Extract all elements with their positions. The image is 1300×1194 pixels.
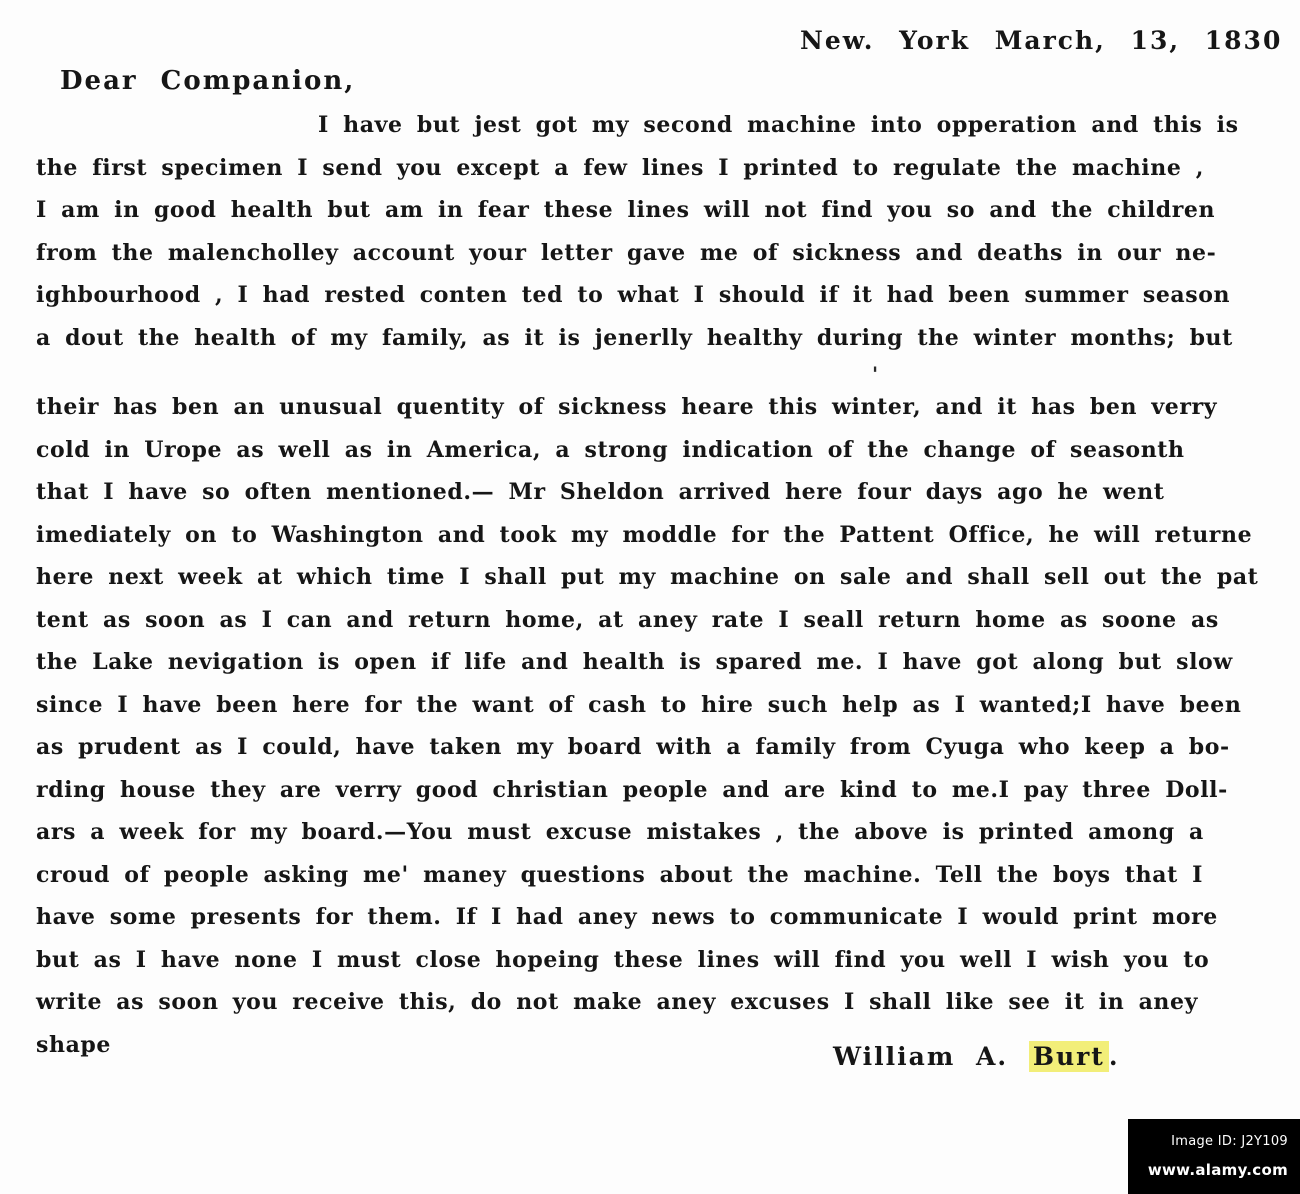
letter-line: that I have so often mentioned.— Mr Sheldon arrived here four days ago he went [36,479,1165,505]
letter-line: I am in good health but am in fear these lines will not find you so and the children [36,197,1216,223]
letter-paragraph-1 [36,112,1266,367]
signature-period: . [1108,1042,1120,1071]
letter-line: croud of people asking me' maney questions about the machine. Tell the boys that I [36,861,1204,888]
letter-line: here next week at which time I shall put my machine on sale and shall sell out the pat [36,564,1259,590]
letter-line: rding house they are verry good christian people and are kind to me.I pay three Doll- [36,776,1228,803]
letter-paragraph-2 [36,394,1266,1074]
letter-line: their has ben an unusual quentity of sickness heare this winter, and it has ben verry [36,394,1218,420]
signature-name: William A. [833,1042,1009,1071]
letter-dateline: New. York March, 13, 1830 [800,26,1283,55]
letter-line: shape [36,1031,112,1058]
letter-salutation: Dear Companion, [60,66,356,96]
letter-line: ighbourhood , I had rested conten ted to what I should if it had been summer season [36,282,1231,308]
letter-line: tent as soon as I can and return home, at aney rate I seall return home as soone as [36,606,1219,633]
letter-line: imediately on to Washington and took my moddle for the Pattent Office, he will returne [36,521,1253,548]
letter-line: as prudent as I could, have taken my board with a family from Cyuga who keep a bo- [36,734,1230,760]
letter-line: the Lake nevigation is open if life and health is spared me. I have got along but slow [36,649,1233,675]
watermark-image-id: Image ID: J2Y109 [1171,1134,1288,1149]
letter-line: the first specimen I send you except a few lines I printed to regulate the machine , [36,154,1204,181]
letter-line: ars a week for my board.—You must excuse mistakes , the above is printed among a [36,819,1204,845]
letter-line: write as soon you receive this, do not make aney excuses I shall like see it in aney [36,989,1198,1015]
letter-line: from the malencholley account your letter gave me of sickness and deaths in our ne- [36,239,1217,266]
stray-print-mark: ' [872,362,879,386]
signature-highlight: Burt [1029,1041,1109,1072]
letter-line: since I have been here for the want of cash to hire such help as I wanted;I have been [36,691,1242,718]
watermark-url: www.alamy.com [1147,1161,1288,1179]
letter-line: a dout the health of my family, as it is jenerlly healthy during the winter months; but [36,324,1233,351]
letter-line: cold in Urope as well as in America, a strong indication of the change of seasonth [36,436,1185,463]
signature-line [833,1042,1120,1071]
watermark-bar [1128,1119,1300,1194]
letter-line: have some presents for them. If I had aney news to communicate I would print more [36,904,1218,930]
letter-line: I have but jest got my second machine into opperation and this is [318,112,1239,138]
letter-line: but as I have none I must close hopeing these lines will find you well I wish you to [36,946,1210,973]
